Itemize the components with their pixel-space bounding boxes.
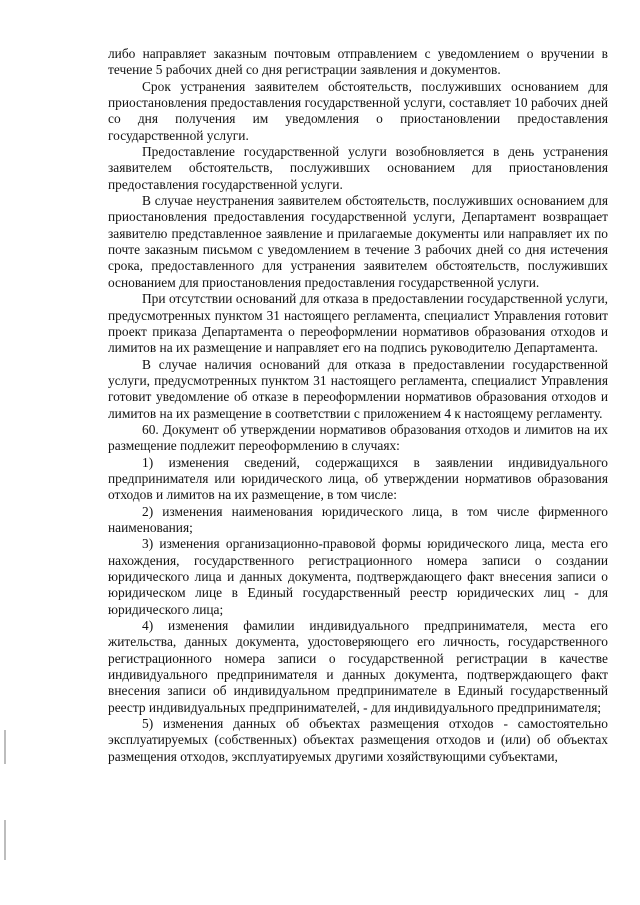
paragraph: 2) изменения наименования юридического лица, в том числе фирменного наименования; [108, 503, 608, 535]
paragraph: Предоставление государственной услуги возобновляется в день устранения заявителем обстоятельств, послуживших основанием для приостановления предоставления государственной услуги. [108, 144, 608, 192]
scan-edge-mark [4, 820, 6, 860]
paragraph: Срок устранения заявителем обстоятельств, послуживших основанием для приостановления предоставления государственной услуги, составляет 10 рабочих дней со дня получения им уведомления о приостановлении предоставления государственной услуги. [108, 78, 608, 143]
document-body [108, 46, 608, 765]
paragraph: 3) изменения организационно-правовой формы юридического лица, места его нахождения, государственного регистрационного номера записи о создании юридического лица и данных документа, подтверждающего факт внесения записи о юридическом лице в Единый государственный реестр юридических лиц - для юридического лица; [108, 536, 608, 617]
paragraph: При отсутствии оснований для отказа в предоставлении государственной услуги, предусмотренных пунктом 31 настоящего регламента, специалист Управления готовит проект приказа Департамента о переоформлении нормативов образования отходов и лимитов на их размещение и направляет его на подпись руководителю Департамента. [108, 291, 608, 356]
paragraph: 60. Документ об утверждении нормативов образования отходов и лимитов на их размещение подлежит переоформлению в случаях: [108, 421, 608, 454]
paragraph: В случае неустранения заявителем обстоятельств, послуживших основанием для приостановления предоставления государственной услуги, Департамент возвращает заявителю представленное заявление и прилагаемые документы или направляет их по почте заказным письмом с уведомлением в течение 3 рабочих дней со дня истечения срока, предоставленного для устранения заявителем обстоятельств, послуживших основанием для приостановления предоставления государственной услуги. [108, 193, 608, 290]
paragraph: 4) изменения фамилии индивидуального предпринимателя, места его жительства, данных документа, удостоверяющего его личность, государственного регистрационного номера записи о государственной регистрации в качестве индивидуального предпринимателя и данных документа, подтверждающего факт внесения записи об индивидуальном предпринимателе в Единый государственный реестр индивидуальных предпринимателей, - для индивидуального предпринимателя; [108, 618, 608, 715]
paragraph: либо направляет заказным почтовым отправлением с уведомлением о вручении в течение 5 рабочих дней со дня регистрации заявления и документов. [108, 46, 608, 78]
paragraph: В случае наличия оснований для отказа в предоставлении государственной услуги, предусмотренных пунктом 31 настоящего регламента, специалист Управления готовит уведомление об отказе в переоформлении нормативов образования отходов и лимитов на их размещение в соответствии с приложением 4 к настоящему регламенту. [108, 356, 608, 421]
paragraph: 5) изменения данных об объектах размещения отходов - самостоятельно эксплуатируемых (собственных) объектах размещения отходов и (или) об объектах размещения отходов, эксплуатируемых другими хозяйствующими субъектами, [108, 716, 608, 764]
scan-edge-mark [4, 730, 6, 764]
paragraph: 1) изменения сведений, содержащихся в заявлении индивидуального предпринимателя или юридического лица, об утверждении нормативов образования отходов и лимитов на их размещение, в том числе: [108, 454, 608, 503]
